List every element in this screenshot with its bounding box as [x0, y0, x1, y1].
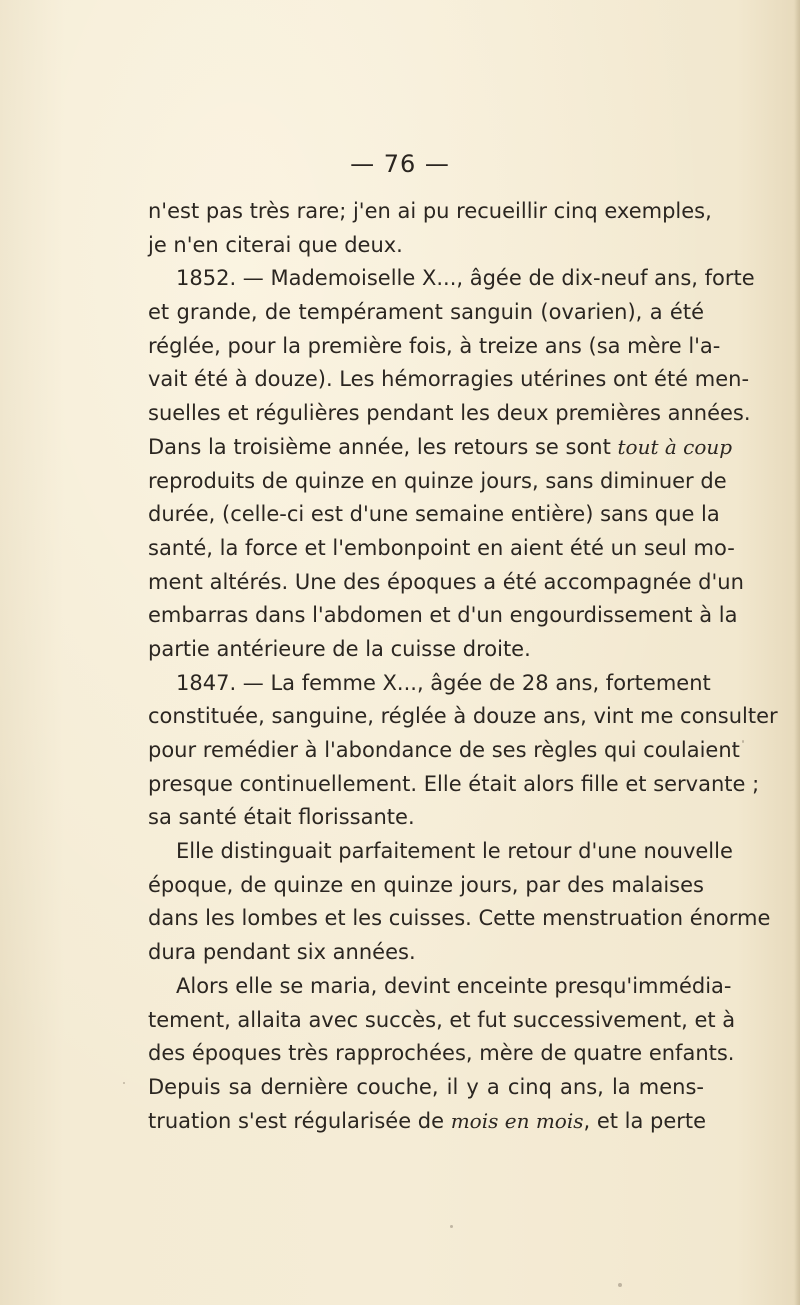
text-line-16: constituée, sanguine, réglée à douze ans, vint me consulter [148, 704, 778, 729]
text-line-28-pre: truation s'est régularisée de [148, 1108, 451, 1133]
text-line-15: 1847. — La femme X..., âgée de 28 ans, fortement [176, 670, 711, 695]
text-line-9: reproduits de quinze en quinze jours, sans diminuer de [148, 468, 727, 493]
text-line-1: n'est pas très rare; j'en ai pu recueillir cinq exemples, [148, 199, 712, 223]
text-line-18: presque continuellement. Elle était alors fille et servante ; [148, 771, 760, 796]
paper-speck [618, 1283, 622, 1287]
italic-phrase-tout-a-coup: tout à coup [617, 434, 733, 459]
text-line-26: des époques très rapprochées, mère de quatre enfants. [148, 1041, 735, 1066]
paper-speck [123, 1082, 125, 1084]
text-line-28-post: , et la perte [583, 1108, 707, 1133]
italic-phrase-mois-en-mois: mois en mois [450, 1108, 584, 1133]
body-text [148, 195, 778, 1138]
page-number: — 76 — [350, 150, 450, 178]
text-line-24: Alors elle se maria, devint enceinte presqu'immédia- [176, 973, 732, 998]
text-line-17: pour remédier à l'abondance de ses règles qui coulaient [148, 738, 740, 762]
page-edge-shadow [794, 0, 800, 1305]
text-line-14: partie antérieure de la cuisse droite. [148, 636, 531, 661]
text-line-27: Depuis sa dernière couche, il y a cinq ans, la mens- [148, 1074, 704, 1099]
text-line-8 [148, 431, 733, 465]
text-line-12: ment altérés. Une des époques a été accompagnée d'un [148, 569, 744, 594]
text-line-21: époque, de quinze en quinze jours, par des malaises [148, 872, 704, 897]
text-line-23: dura pendant six années. [148, 940, 416, 965]
paper-speck [450, 1225, 453, 1228]
text-line-2: je n'en citerai que deux. [148, 232, 403, 257]
text-line-6: vait été à douze). Les hémorragies utérines ont été men- [148, 367, 750, 392]
text-line-28 [148, 1105, 707, 1139]
text-line-19: sa santé était florissante. [148, 805, 415, 830]
text-line-5: réglée, pour la première fois, à treize ans (sa mère l'a- [148, 333, 721, 358]
text-line-20: Elle distinguait parfaitement le retour d'une nouvelle [176, 839, 733, 864]
text-line-10: durée, (celle-ci est d'une semaine entière) sans que la [148, 502, 720, 527]
text-line-7: suelles et régulières pendant les deux premières années. [148, 401, 751, 426]
text-line-11: santé, la force et l'embonpoint en aient été un seul mo- [148, 535, 735, 560]
text-line-13: embarras dans l'abdomen et d'un engourdissement à la [148, 603, 738, 628]
text-line-4: et grande, de tempérament sanguin (ovarien), a été [148, 300, 704, 325]
text-line-25: tement, allaita avec succès, et fut successivement, et à [148, 1007, 736, 1032]
paper-speck [742, 740, 744, 743]
text-line-3: 1852. — Mademoiselle X..., âgée de dix-neuf ans, forte [176, 266, 755, 291]
text-line-22: dans les lombes et les cuisses. Cette menstruation énorme [148, 906, 771, 931]
text-line-8-pre: Dans la troisième année, les retours se sont [148, 434, 618, 459]
